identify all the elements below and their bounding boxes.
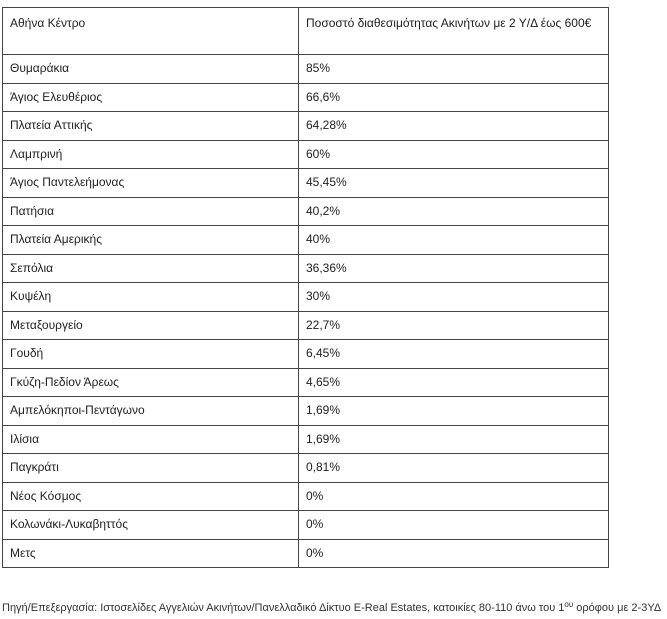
- table-row: [3, 254, 609, 283]
- source-text-end: ορόφου με 2-3ΥΔ: [573, 602, 662, 614]
- table-row: [3, 83, 609, 112]
- source-text: Πηγή/Επεξεργασία: Ιστοσελίδες Αγγελιών Ακινήτων/Πανελλαδικό Δίκτυο E-Real Estates, κατοικίες 80-110 άνω του 1: [2, 602, 565, 614]
- area-cell: Μεταξουργείο: [3, 311, 299, 340]
- table-row: [3, 539, 609, 568]
- table-row: [3, 169, 609, 198]
- availability-table: [2, 7, 609, 568]
- availability-cell: 64,28%: [299, 112, 609, 141]
- area-cell: Κολωνάκι-Λυκαβηττός: [3, 511, 299, 540]
- availability-cell: 36,36%: [299, 254, 609, 283]
- header-availability: Ποσοστό διαθεσιμότητας Ακινήτων με 2 Υ/Δ έως 600€: [299, 8, 609, 55]
- area-cell: Θυμαράκια: [3, 55, 299, 84]
- area-cell: Άγιος Παντελεήμονας: [3, 169, 299, 198]
- area-cell: Πλατεία Αττικής: [3, 112, 299, 141]
- table-row: [3, 511, 609, 540]
- table-body: [3, 8, 609, 568]
- area-cell: Μετς: [3, 539, 299, 568]
- availability-cell: 1,69%: [299, 397, 609, 426]
- availability-cell: 6,45%: [299, 340, 609, 369]
- table-row: [3, 340, 609, 369]
- table-row: [3, 112, 609, 141]
- table-row: [3, 425, 609, 454]
- area-cell: Παγκράτι: [3, 454, 299, 483]
- area-cell: Λαμπρινή: [3, 140, 299, 169]
- availability-cell: 30%: [299, 283, 609, 312]
- area-cell: Σεπόλια: [3, 254, 299, 283]
- table-header-row: [3, 8, 609, 55]
- area-cell: Νέος Κόσμος: [3, 482, 299, 511]
- availability-cell: 4,65%: [299, 368, 609, 397]
- availability-cell: 0%: [299, 511, 609, 540]
- header-area: Αθήνα Κέντρο: [3, 8, 299, 55]
- source-note: [2, 601, 661, 615]
- area-cell: Πλατεία Αμερικής: [3, 226, 299, 255]
- availability-cell: 0%: [299, 539, 609, 568]
- availability-cell: 0%: [299, 482, 609, 511]
- availability-cell: 45,45%: [299, 169, 609, 198]
- table-row: [3, 55, 609, 84]
- table-row: [3, 140, 609, 169]
- table-row: [3, 283, 609, 312]
- area-cell: Άγιος Ελευθέριος: [3, 83, 299, 112]
- availability-cell: 40,2%: [299, 197, 609, 226]
- availability-cell: 0,81%: [299, 454, 609, 483]
- table-row: [3, 454, 609, 483]
- table-row: [3, 368, 609, 397]
- availability-cell: 66,6%: [299, 83, 609, 112]
- table-row: [3, 226, 609, 255]
- area-cell: Πατήσια: [3, 197, 299, 226]
- area-cell: Κυψέλη: [3, 283, 299, 312]
- area-cell: Γουδή: [3, 340, 299, 369]
- area-cell: Ιλίσια: [3, 425, 299, 454]
- availability-cell: 40%: [299, 226, 609, 255]
- source-superscript: ου: [564, 600, 574, 609]
- availability-cell: 1,69%: [299, 425, 609, 454]
- table-row: [3, 482, 609, 511]
- availability-cell: 85%: [299, 55, 609, 84]
- availability-cell: 22,7%: [299, 311, 609, 340]
- table-row: [3, 311, 609, 340]
- area-cell: Αμπελόκηποι-Πεντάγωνο: [3, 397, 299, 426]
- area-cell: Γκύζη-Πεδίον Άρεως: [3, 368, 299, 397]
- table-row: [3, 197, 609, 226]
- availability-cell: 60%: [299, 140, 609, 169]
- table-row: [3, 397, 609, 426]
